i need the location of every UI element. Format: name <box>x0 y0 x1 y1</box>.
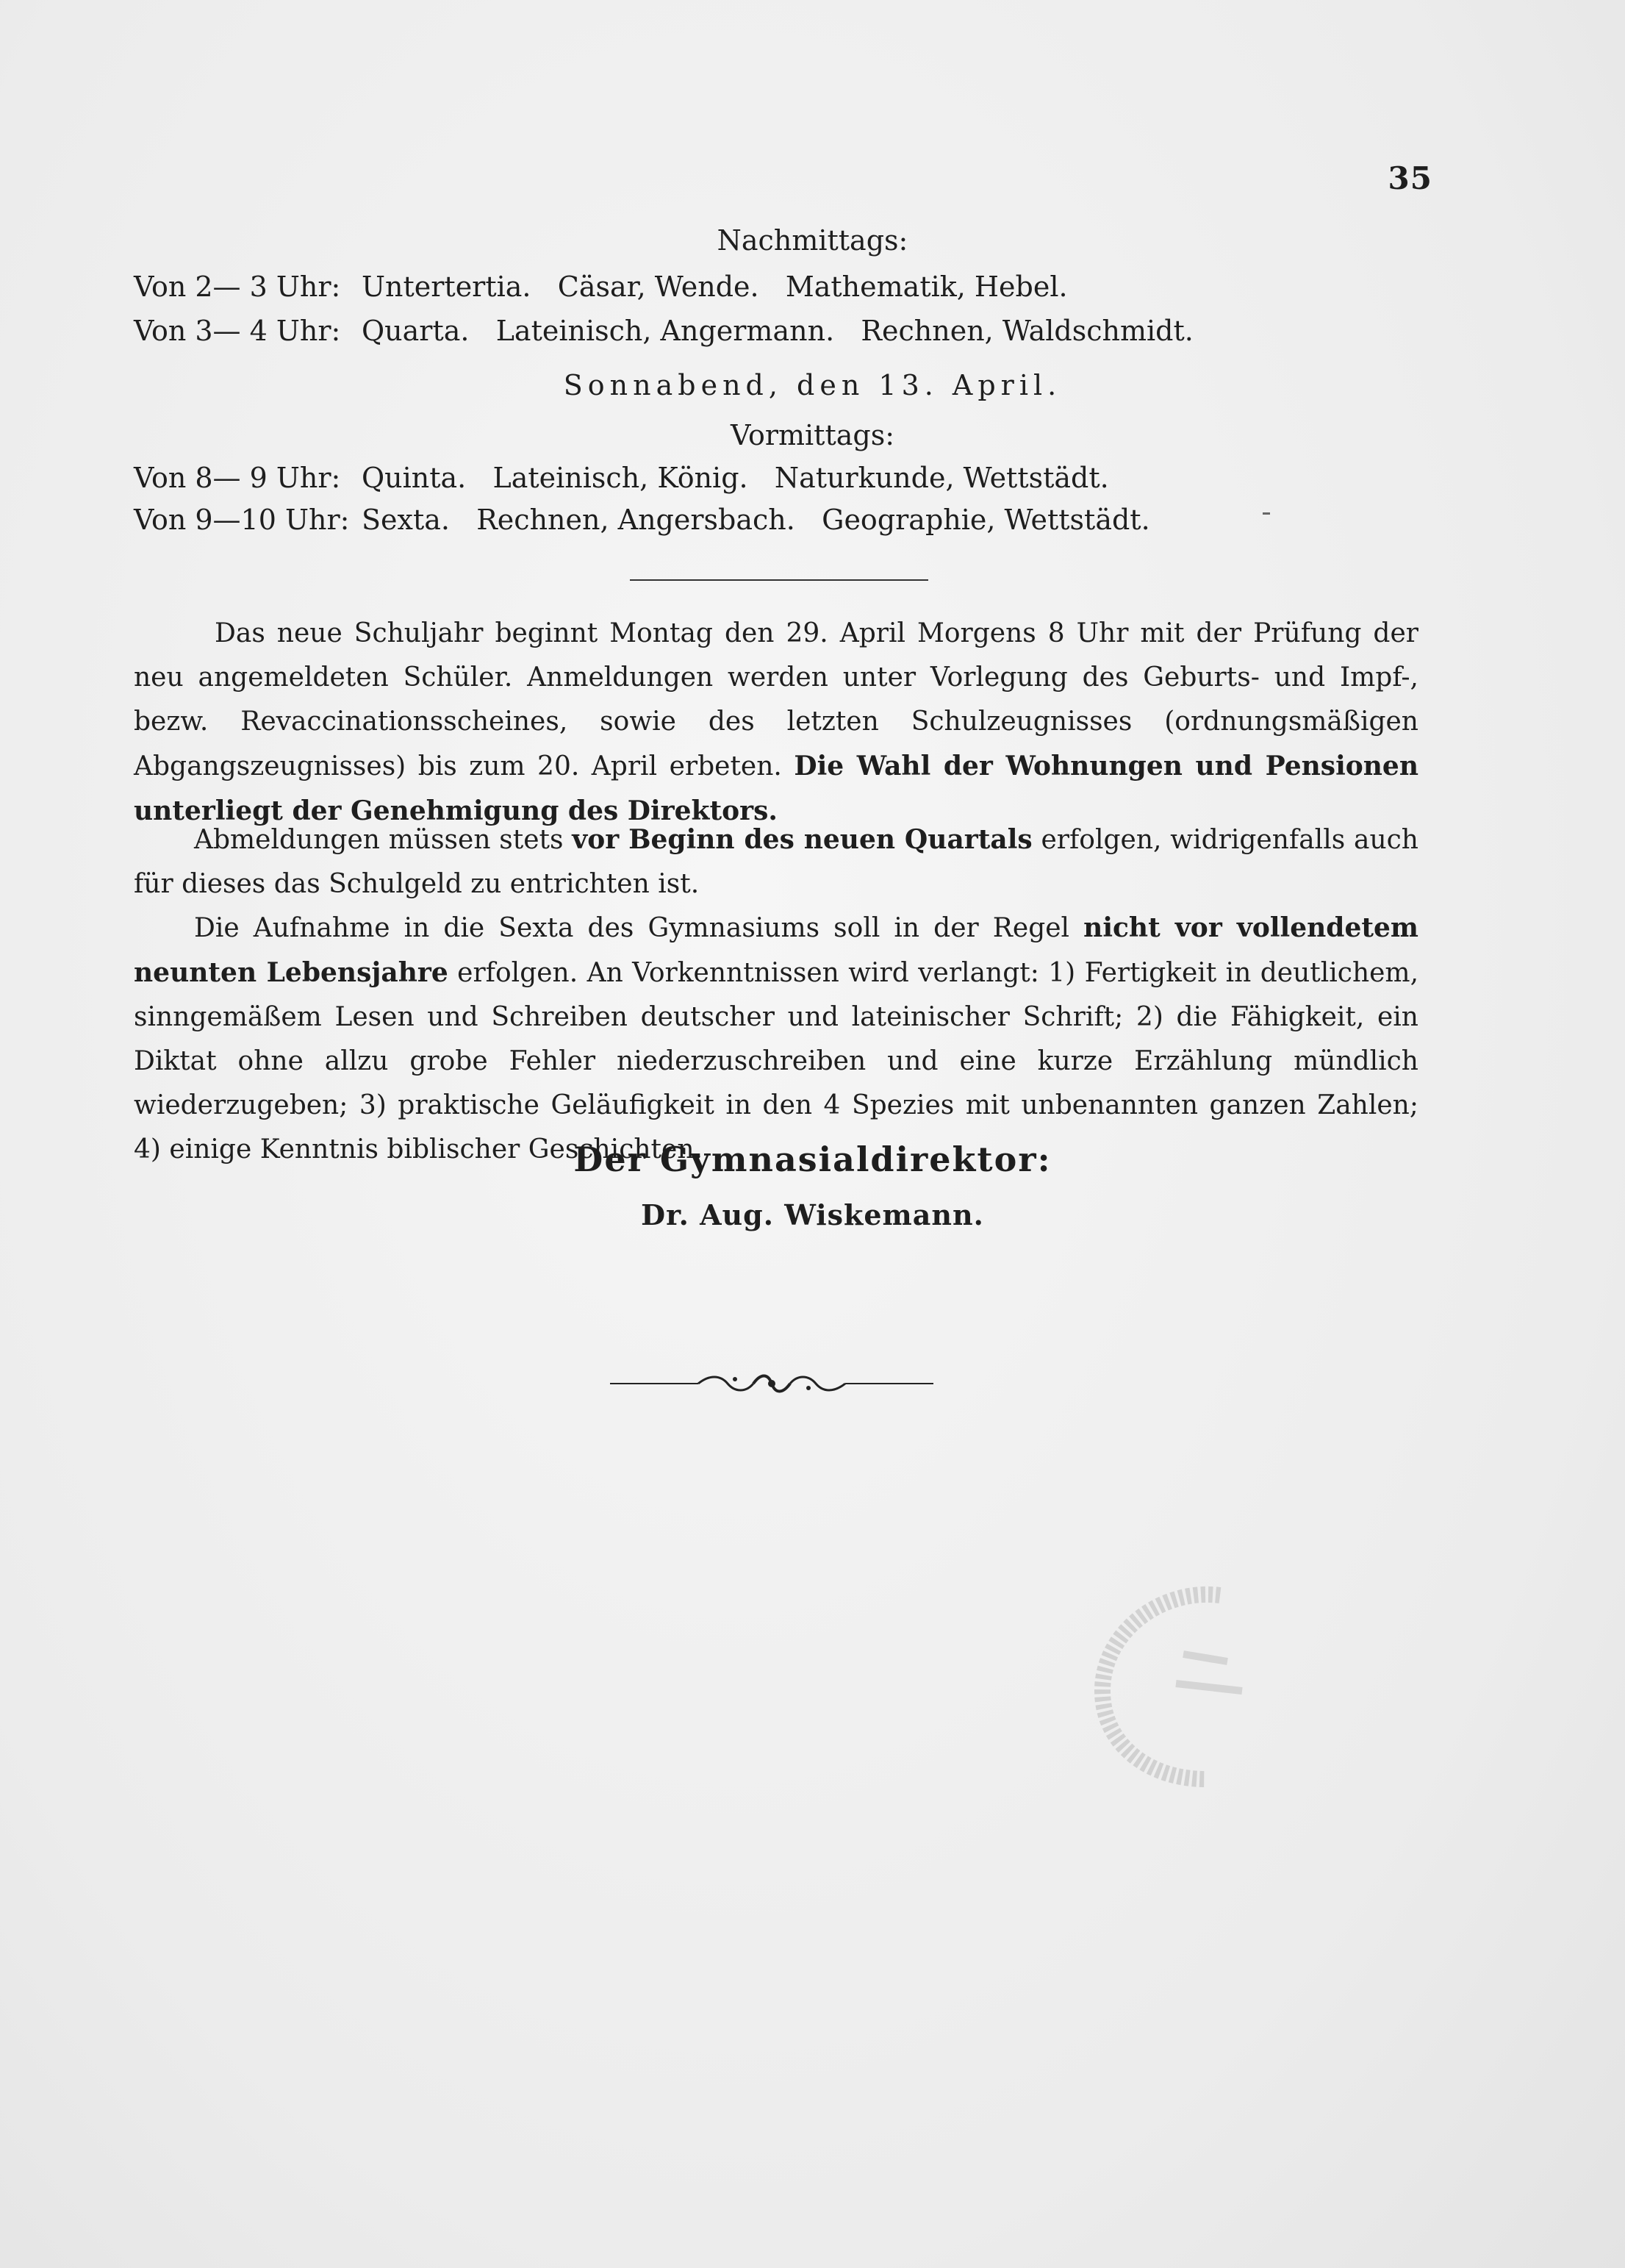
paragraph-bold-text: Die Wahl der Wohnungen und Pensionen unterliegt der Genehmigung des Direktors. <box>134 751 1419 826</box>
paragraph-bold-text: nicht vor vollendetem neunten Lebensjahre <box>134 912 1418 988</box>
schedule-line <box>134 462 1109 494</box>
schedule-time: Von 3— 4 Uhr: <box>134 315 341 347</box>
afternoon-heading: Nachmittags: <box>717 224 908 257</box>
paragraph-text: erfolgen, widrigenfalls auch für dieses das Schulgeld zu entrichten ist. <box>134 825 1418 899</box>
paragraph-text: Die Aufnahme in die Sexta des Gymnasiums soll in der Regel <box>194 913 1070 943</box>
signature-title: Der Gymnasialdirektor: <box>573 1140 1052 1179</box>
page-number: 35 <box>1388 160 1432 196</box>
paragraph-admission <box>134 906 1418 1172</box>
section-divider <box>630 579 928 581</box>
day-heading: Sonnabend, den 13. April. <box>563 369 1062 401</box>
schedule-time: Von 8— 9 Uhr: <box>134 462 341 494</box>
paragraph-text: Abmeldungen müssen stets <box>194 825 564 855</box>
schedule-text: Sexta. Rechnen, Angersbach. Geographie, Wettstädt. <box>362 504 1150 536</box>
schedule-line <box>134 315 1194 347</box>
schedule-text: Quinta. Lateinisch, König. Naturkunde, Wettstädt. <box>362 462 1109 494</box>
paragraph-enrollment <box>134 612 1418 834</box>
schedule-text: Untertertia. Cäsar, Wende. Mathematik, Hebel. <box>362 271 1068 303</box>
schedule-time: Von 2— 3 Uhr: <box>134 271 341 303</box>
schedule-line <box>134 271 1068 303</box>
paragraph-text: erfolgen. An Vorkenntnissen wird verlangt: 1) Fertigkeit in deutlichem, sinngemäßem Lesen und Schreiben deutscher und lateinischer Schrift; 2) die Fähigkeit, ein Diktat ohne allzu grobe Fehler niederzuschreiben und eine kurze Erzählung mündlich wiederzugeben; 3) praktische Geläufigkeit in den 4 Spezies mit unbenannten ganzen Zahlen; 4) einige Kenntnis biblischer Geschichten. <box>134 958 1419 1165</box>
ornament-divider-icon <box>610 1369 933 1398</box>
faded-stamp-icon <box>1073 1573 1279 1794</box>
signature-name: Dr. Aug. Wiskemann. <box>641 1198 984 1231</box>
schedule-line <box>134 504 1150 536</box>
stray-mark <box>1263 512 1270 515</box>
paragraph-withdrawal <box>134 818 1418 906</box>
schedule-text: Quarta. Lateinisch, Angermann. Rechnen, Waldschmidt. <box>362 315 1194 347</box>
schedule-time: Von 9—10 Uhr: <box>134 504 350 536</box>
morning-heading: Vormittags: <box>730 419 894 451</box>
paragraph-text: Das neue Schuljahr beginnt Montag den 29. April Morgens 8 Uhr mit der Prüfung der neu angemeldeten Schüler. Anmeldungen werden unter Vorlegung des Geburts- und Impf-, bezw. Revaccinationsscheines, sowie des letzten Schulzeugnisses (ordnungsmäßigen Abgangszeugnisses) bis zum 20. April erbeten. <box>134 618 1418 781</box>
paragraph-bold-text: vor Beginn des neuen Quartals <box>572 824 1033 855</box>
